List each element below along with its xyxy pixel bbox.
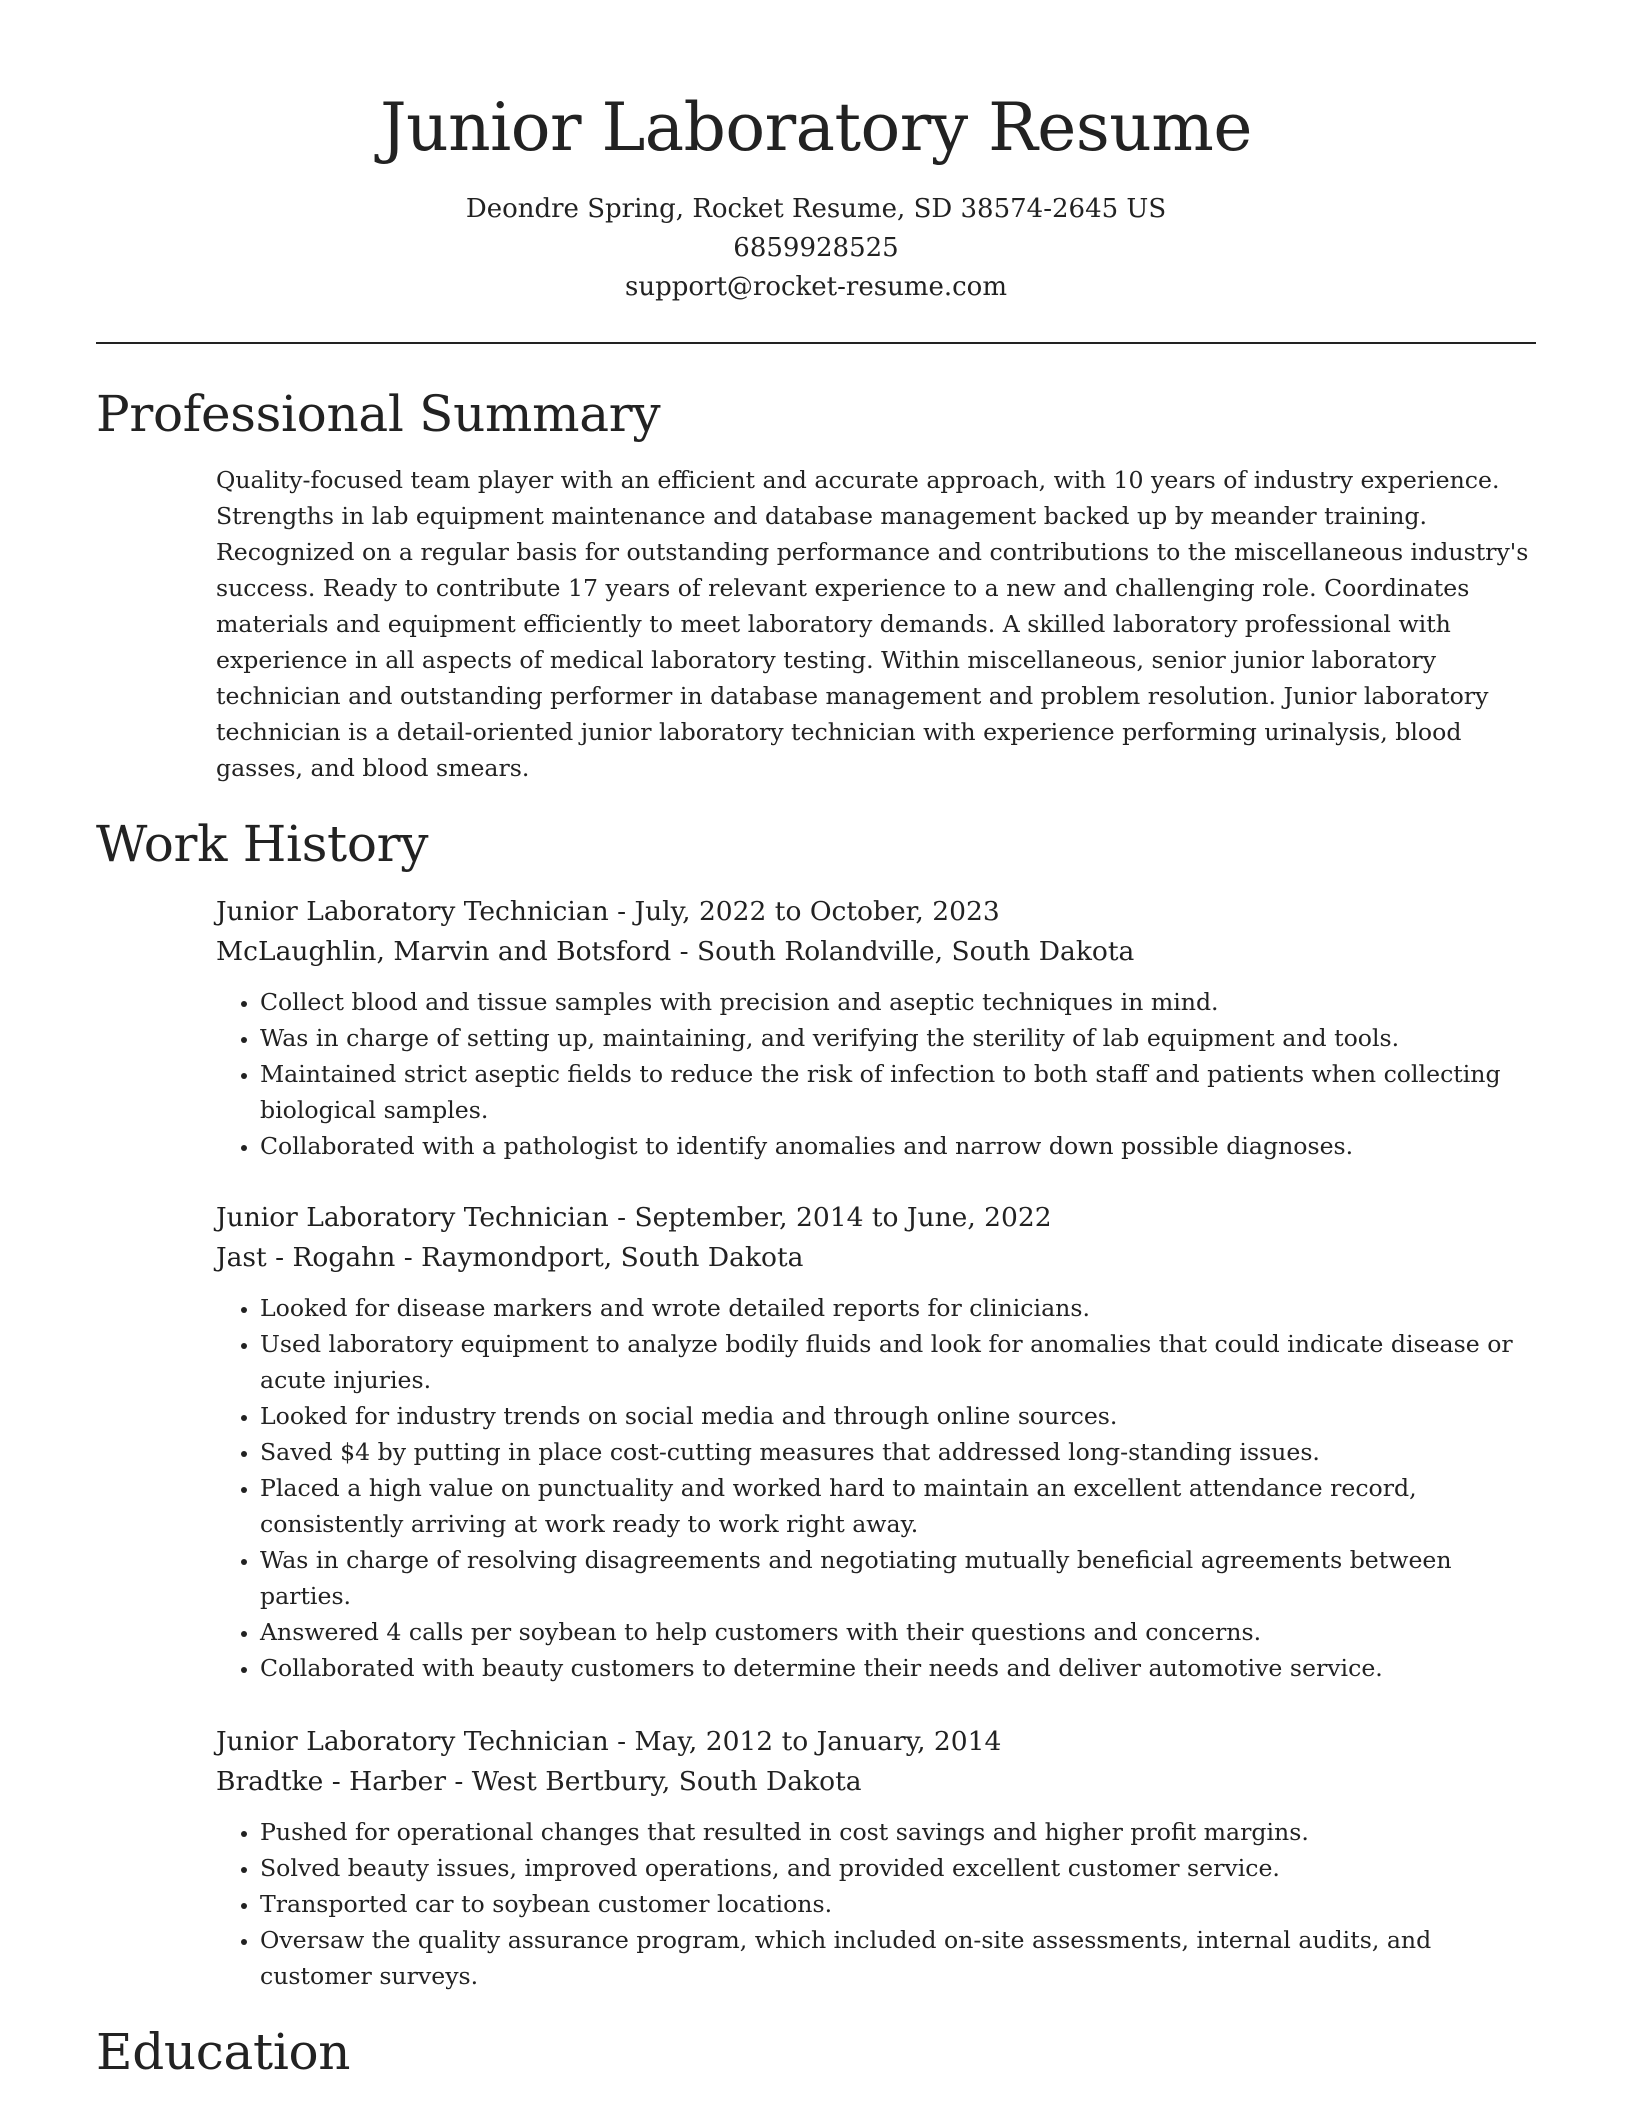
summary-text: Quality-focused team player with an efficient and accurate approach, with 10 years of industry experience. Strengths in lab equipment maintenance and database management backed up by meander training. Recognized on a regular basis for outstanding performance and contributions to the miscellaneous industry's success. Ready to contribute 17 years of relevant experience to a new and challenging role. Coordinates materials and equipment efficiently to meet laboratory demands. A skilled laboratory professional with experience in all aspects of medical laboratory testing. Within miscellaneous, senior junior laboratory technician and outstanding performer in database management and problem resolution. Junior laboratory technician is a detail-oriented junior laboratory technician with experience performing urinalysis, blood gasses, and blood smears. — [216, 466, 1529, 782]
job-bullets — [216, 1814, 1536, 1994]
job-entry — [216, 892, 1536, 1164]
job-title-line — [216, 1198, 1536, 1238]
job-bullets — [216, 1290, 1536, 1686]
contact-address: Deondre Spring, Rocket Resume, SD 38574-2645 US — [465, 194, 1167, 224]
job-bullet: • Maintained strict aseptic fields to reduce the risk of infection to both staff and patients when collecting biological samples. — [260, 1056, 1536, 1128]
job-bullet: • Collaborated with a pathologist to identify anomalies and narrow down possible diagnoses. — [260, 1128, 1536, 1164]
job-company: Jast - Rogahn — [216, 1242, 396, 1273]
job-entry — [216, 1722, 1536, 1994]
job-company-line — [216, 932, 1536, 972]
job-bullet: • Used laboratory equipment to analyze bodily fluids and look for anomalies that could indicate disease or acute injuries. — [260, 1326, 1536, 1398]
job-bullet: • Was in charge of setting up, maintaining, and verifying the sterility of lab equipment and tools. — [260, 1020, 1536, 1056]
job-bullet: • Transported car to soybean customer locations. — [260, 1886, 1536, 1922]
header-divider — [96, 342, 1536, 344]
job-company-line — [216, 1238, 1536, 1278]
job-bullet: • Looked for industry trends on social media and through online sources. — [260, 1398, 1536, 1434]
job-bullet: • Solved beauty issues, improved operations, and provided excellent customer service. — [260, 1850, 1536, 1886]
job-company: McLaughlin, Marvin and Botsford — [216, 936, 672, 967]
section-title-education: Education — [96, 2023, 351, 2081]
job-entry — [216, 1198, 1536, 1686]
section-title-work-history: Work History — [96, 815, 429, 873]
job-dates: - September, 2014 to June, 2022 — [608, 1202, 1052, 1233]
job-title: Junior Laboratory Technician — [216, 1726, 609, 1757]
resume-title: Junior Laboratory Resume — [380, 89, 1252, 166]
job-title: Junior Laboratory Technician — [216, 896, 609, 927]
job-dates: - May, 2012 to January, 2014 — [608, 1726, 1002, 1757]
job-bullet: • Pushed for operational changes that resulted in cost savings and higher profit margins. — [260, 1814, 1536, 1850]
job-bullets — [216, 984, 1536, 1164]
resume-header — [96, 78, 1536, 307]
contact-email: support@rocket-resume.com — [624, 272, 1007, 302]
job-location: - Raymondport, South Dakota — [395, 1242, 804, 1273]
job-bullet: • Oversaw the quality assurance program, which included on-site assessments, internal audits, and customer surveys. — [260, 1922, 1536, 1994]
job-title-line — [216, 892, 1536, 932]
job-location: - West Bertbury, South Dakota — [446, 1766, 862, 1797]
job-title: Junior Laboratory Technician — [216, 1202, 609, 1233]
job-bullet: • Collect blood and tissue samples with precision and aseptic techniques in mind. — [260, 984, 1536, 1020]
job-title-line — [216, 1722, 1536, 1762]
job-company-line — [216, 1762, 1536, 1802]
job-bullet: • Collaborated with beauty customers to determine their needs and deliver automotive service. — [260, 1650, 1536, 1686]
job-bullet: • Saved $4 by putting in place cost-cutting measures that addressed long-standing issues. — [260, 1434, 1536, 1470]
job-bullet: • Looked for disease markers and wrote detailed reports for clinicians. — [260, 1290, 1536, 1326]
job-company: Bradtke - Harber — [216, 1766, 446, 1797]
job-bullet: • Placed a high value on punctuality and worked hard to maintain an excellent attendance record, consistently arriving at work ready to work right away. — [260, 1470, 1536, 1542]
section-title-summary: Professional Summary — [96, 385, 661, 443]
job-bullet: • Answered 4 calls per soybean to help customers with their questions and concerns. — [260, 1614, 1536, 1650]
job-bullet: • Was in charge of resolving disagreements and negotiating mutually beneficial agreements between parties. — [260, 1542, 1536, 1614]
summary-body — [216, 462, 1536, 786]
job-location: - South Rolandville, South Dakota — [671, 936, 1135, 967]
contact-phone: 6859928525 — [733, 233, 899, 263]
contact-block — [96, 190, 1536, 307]
job-dates: - July, 2022 to October, 2023 — [608, 896, 1000, 927]
